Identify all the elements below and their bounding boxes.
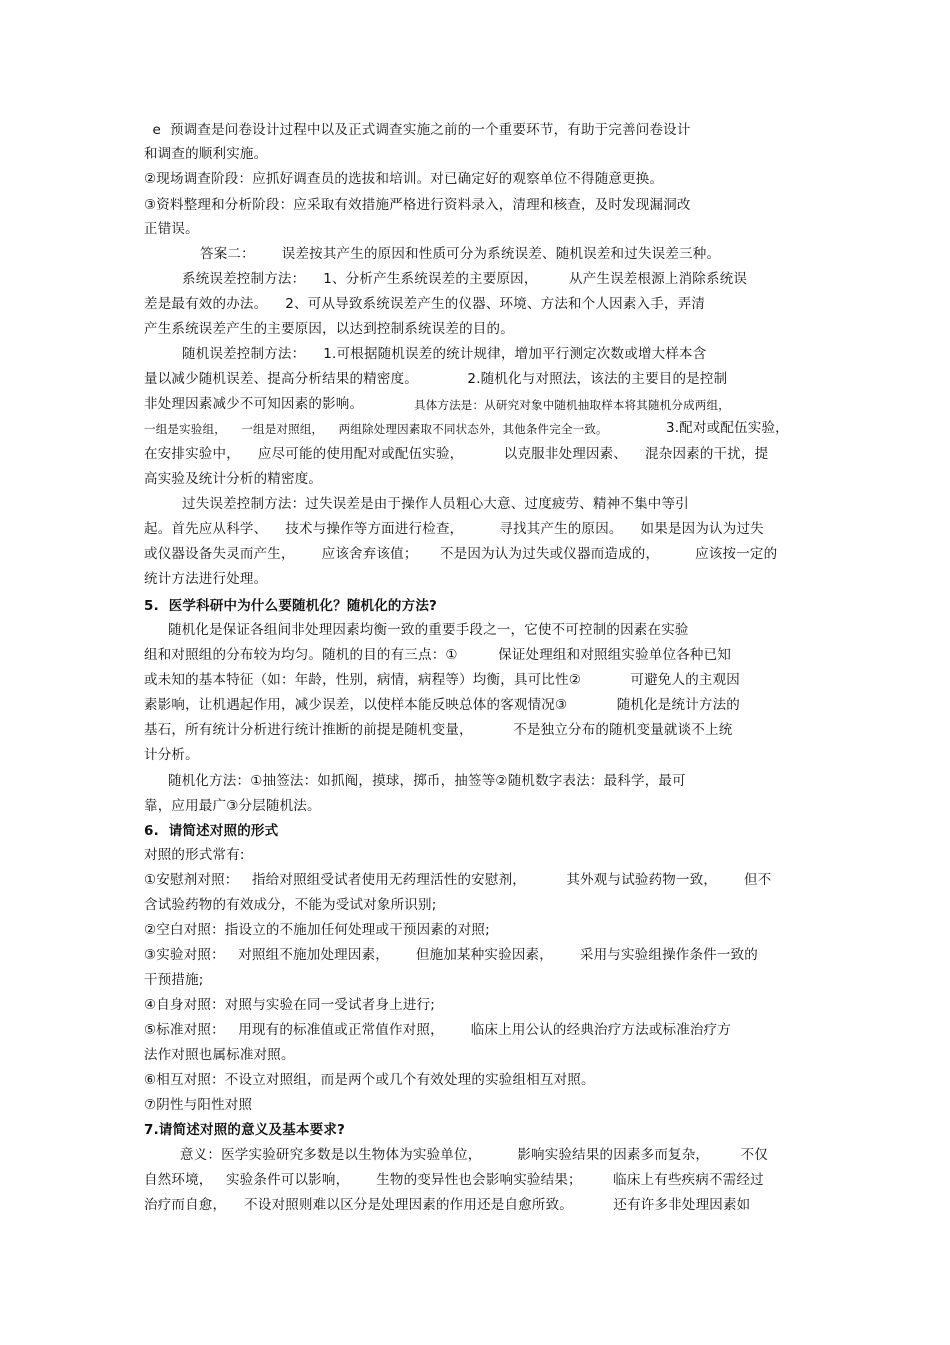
text-line: ④自身对照：对照与实验在同一受试者身上进行; [144,997,436,1013]
text-line: ⑦阴性与阳性对照 [144,1097,253,1113]
text-line: 量以减少随机误差、提高分析结果的精密度。 2.随机化与对照法，该法的主要目的是控制 [144,371,728,387]
text-line: 在安排实验中， 应尽可能的使用配对或配伍实验， 以克服非处理因素、 混杂因素的干扰，提 [144,446,769,462]
text-line: 法作对照也属标准对照。 [144,1047,295,1063]
text-line: 随机化方法：①抽签法：如抓阄，摸球，掷币，抽签等②随机数字表法：最科学，最可 [168,773,686,789]
text-line: e 预调查是问卷设计过程中以及正式调查实施之前的一个重要环节，有助于完善问卷设计 [148,122,691,138]
text-line: 过失误差控制方法：过失误差是由于操作人员粗心大意、过度疲劳、精神不集中等引 [182,496,689,512]
text-line: 含试验药物的有效成分，不能为受试对象所识别; [144,897,437,913]
text-line: 系统误差控制方法： 1、分析产生系统误差的主要原因， 从产生误差根源上消除系统误 [182,271,748,287]
text-line: ③资料整理和分析阶段：应采取有效措施严格进行资料录入，清理和核查，及时发现漏洞改 [144,197,691,213]
text-line: ⑥相互对照：不设立对照组，而是两个或几个有效处理的实验组相互对照。 [144,1072,595,1088]
text-line: ③实验对照： 对照组不施加处理因素， 但施加某种实验因素， 采用与实验组操作条件一致的 [144,947,758,963]
text-line: 和调查的顺利实施。 [144,146,268,162]
text-line: 随机化是保证各组间非处理因素均衡一致的重要手段之一，它使不可控制的因素在实验 [168,622,689,638]
text-line: 或仪器设备失灵而产生， 应该舍弃该值； 不是因为认为过失或仪器而造成的， 应该按一定的 [144,546,778,562]
text-line: 意义：医学实验研究多数是以生物体为实验单位， 影响实验结果的因素多而复杂， 不仅 [180,1147,768,1163]
text-line: 治疗而自愈， 不设对照则难以区分是处理因素的作用还是自愈所致。 还有许多非处理因素如 [144,1197,751,1213]
text-line: 计分析。 [144,747,199,763]
text-line: 高实验及统计分析的精密度。 [144,471,323,487]
text-line: ②空白对照：指设立的不施加任何处理或干预因素的对照; [144,922,490,938]
text-line: 3.配对或配伍实验， [666,420,789,436]
section-heading: 7.请简述对照的意义及基本要求? [144,1122,346,1138]
text-line: 组和对照组的分布较为均匀。随机的目的有三点：① 保证处理组和对照组实验单位各种已知 [144,647,732,663]
text-line: 产生系统误差产生的主要原因，以达到控制系统误差的目的。 [144,321,514,337]
text-line: ②现场调查阶段：应抓好调查员的选拔和培训。对已确定好的观察单位不得随意更换。 [144,171,664,187]
text-line: 答案二： 误差按其产生的原因和性质可分为系统误差、随机误差和过失误差三种。 [200,246,721,262]
text-line: 自然环境， 实验条件可以影响， 生物的变异性也会影响实验结果； 临床上有些疾病不需经过 [144,1172,764,1188]
text-line: 对照的形式常有: [144,847,245,863]
text-line: 差是最有效的办法。 2、可从导致系统误差产生的仪器、环境、方法和个人因素入手，弄清 [144,296,706,312]
text-line: 基石，所有统计分析进行统计推断的前提是随机变量， 不是独立分布的随机变量就谈不上统 [144,722,733,738]
text-line: 统计方法进行处理。 [144,571,268,587]
text-line: ①安慰剂对照： 指给对照组受试者使用无药理活性的安慰剂， 其外观与试验药物一致， 但不 [144,872,772,888]
text-line: 随机误差控制方法： 1.可根据随机误差的统计规律，增加平行测定次数或增大样本含 [182,346,707,362]
text-line: 一组是实验组， 一组是对照组， 两组除处理因素取不同状态外，其他条件完全一致。 [144,422,608,436]
text-line: 非处理因素减少不可知因素的影响。 [144,396,364,412]
text-line: ⑤标准对照： 用现有的标准值或正常值作对照， 临床上用公认的经典治疗方法或标准治疗方 [144,1022,732,1038]
text-line: 素影响，让机遇起作用，减少误差，以使样本能反映总体的客观情况③ 随机化是统计方法的 [144,697,741,713]
section-heading: 5. 医学科研中为什么要随机化？随机化的方法? [144,598,438,614]
text-line: 具体方法是：从研究对象中随机抽取样本将其随机分成两组， [414,398,730,412]
section-heading: 6. 请简述对照的形式 [144,823,279,839]
text-line: 或未知的基本特征（如：年龄，性别，病情，病程等）均衡，具可比性② 可避免人的主观因 [144,672,741,688]
text-line: 靠，应用最广③分层随机法。 [144,798,321,814]
text-line: 干预措施; [144,972,204,988]
text-line: 起。首先应从科学、 技术与操作等方面进行检查， 寻找其产生的原因。 如果是因为认为过失 [144,521,764,537]
text-line: 正错误。 [144,221,199,237]
